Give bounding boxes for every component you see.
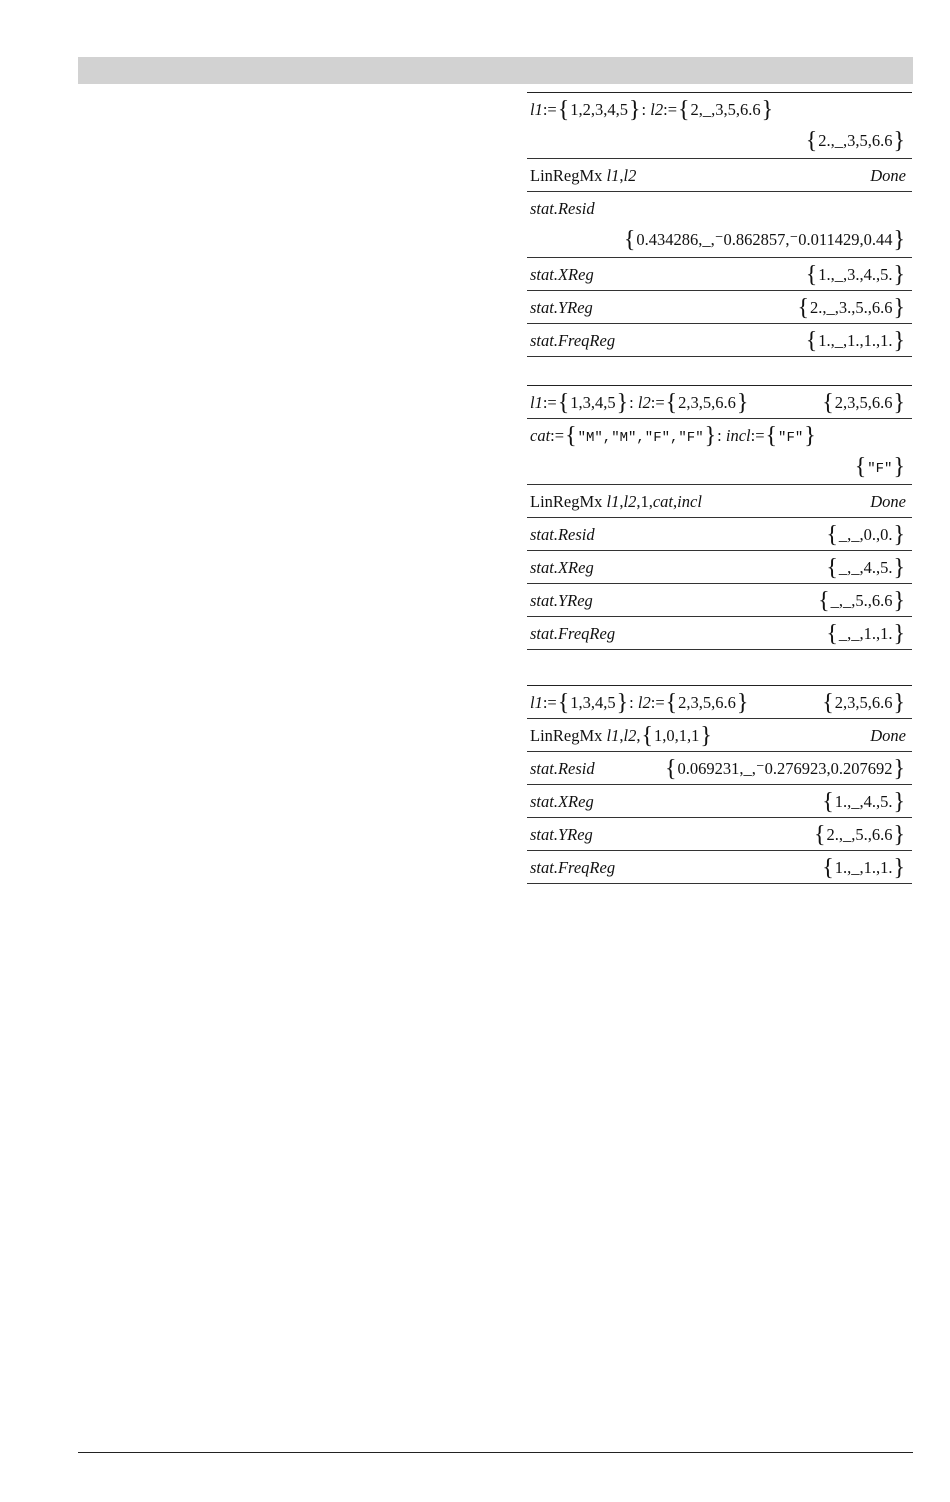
calc-output: {2,3,5,6.6} (822, 690, 905, 716)
example-table-1 (527, 92, 912, 357)
calc-row (527, 617, 912, 650)
calc-output: {1.,_,3.,4.,5.} (805, 262, 905, 288)
footer-rule (78, 1452, 913, 1453)
calc-row (527, 159, 912, 192)
calc-output: Done (870, 166, 906, 185)
calc-input: LinRegMx l1,l2 (530, 166, 637, 185)
calc-output: {0.069231,_,⁻0.276923,0.207692} (664, 756, 905, 782)
calc-output: {2.,_,3,5,6.6} (805, 128, 905, 154)
calc-input: cat:={"M","M","F","F"}: incl:={"F"} (530, 423, 816, 449)
calc-row (527, 818, 912, 851)
calc-row (527, 258, 912, 291)
example-table-2 (527, 385, 912, 650)
calc-output: {_,_,5.,6.6} (818, 588, 905, 614)
calc-row (527, 291, 912, 324)
calc-row (527, 686, 912, 719)
calc-output: {1.,_,1.,1.,1.} (805, 328, 905, 354)
calc-row (527, 485, 912, 518)
calc-input: stat.FreqReg (530, 331, 616, 350)
calc-input: LinRegMx l1,l2,{1,0,1,1} (530, 723, 712, 749)
calc-input: l1:={1,3,4,5}: l2:={2,3,5,6.6} (530, 390, 749, 416)
calc-output: {_,_,1.,1.} (826, 621, 905, 647)
calc-row (527, 851, 912, 884)
calc-row (527, 518, 912, 551)
header-bar (78, 57, 913, 84)
calc-output: {_,_,0.,0.} (826, 522, 905, 548)
calc-input: stat.XReg (530, 792, 594, 811)
calc-input: l1:={1,2,3,4,5}: l2:={2,_,3,5,6.6} (530, 97, 774, 123)
calc-input: stat.YReg (530, 298, 593, 317)
calc-output: {0.434286,_,⁻0.862857,⁻0.011429,0.44} (623, 227, 905, 253)
calc-input: stat.XReg (530, 558, 594, 577)
calc-output: {2.,_,3.,5.,6.6} (797, 295, 905, 321)
calc-row (527, 584, 912, 617)
calc-output: Done (870, 726, 906, 745)
calc-row (527, 752, 912, 785)
calc-row (527, 192, 912, 258)
calc-output: {_,_,4.,5.} (826, 555, 905, 581)
calc-row (527, 386, 912, 419)
calc-row (527, 324, 912, 357)
calc-input: l1:={1,3,4,5}: l2:={2,3,5,6.6} (530, 690, 749, 716)
calc-row (527, 551, 912, 584)
calc-output: {2,3,5,6.6} (822, 390, 905, 416)
calc-input: stat.Resid (530, 525, 595, 544)
calc-input: stat.XReg (530, 265, 594, 284)
calc-output: {1.,_,4.,5.} (822, 789, 905, 815)
calc-input: stat.FreqReg (530, 858, 616, 877)
calc-row (527, 785, 912, 818)
calc-input: stat.YReg (530, 591, 593, 610)
calc-input: stat.Resid (530, 759, 595, 778)
calc-input: stat.YReg (530, 825, 593, 844)
calc-input: stat.FreqReg (530, 624, 616, 643)
example-table-3 (527, 685, 912, 884)
calc-output: {2.,_,5.,6.6} (813, 822, 905, 848)
calc-output: Done (870, 492, 906, 511)
calc-row (527, 719, 912, 752)
calc-row (527, 93, 912, 159)
calc-row (527, 419, 912, 485)
calc-input: stat.Resid (530, 199, 595, 218)
calc-output: {1.,_,1.,1.} (822, 855, 905, 881)
calc-input: LinRegMx l1,l2,1,cat,incl (530, 492, 702, 511)
calc-output: {"F"} (854, 454, 905, 480)
